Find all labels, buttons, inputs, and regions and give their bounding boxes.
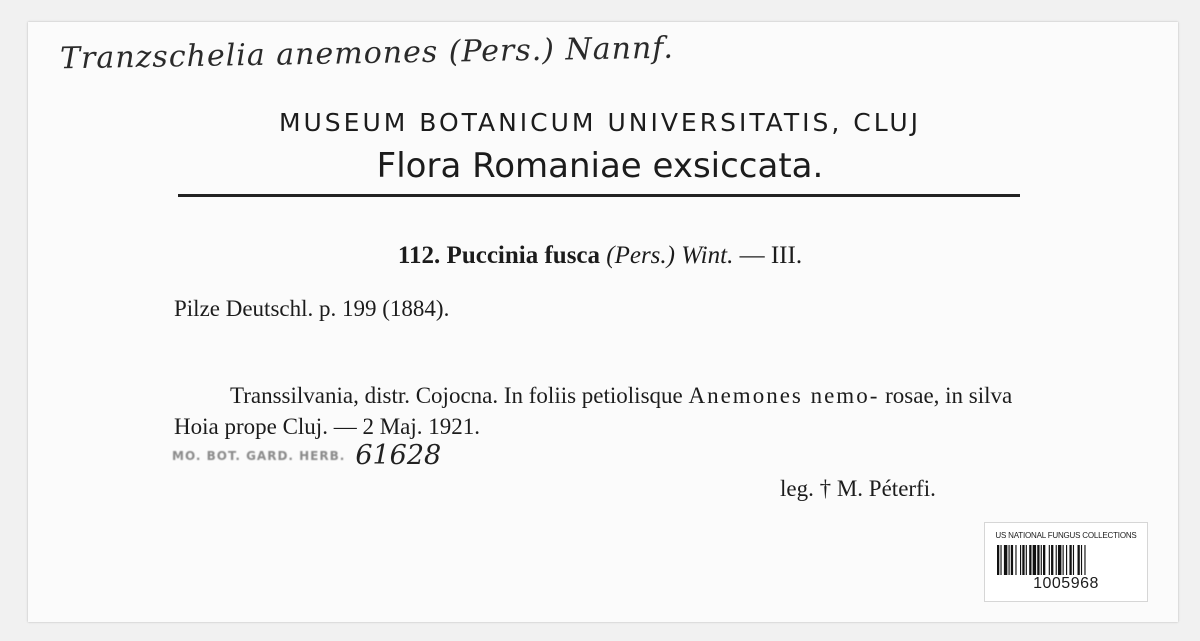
handwritten-determination: Tranzschelia anemones (Pers.) Nannf. bbox=[59, 30, 675, 77]
literature-reference: Pilze Deutschl. p. 199 (1884). bbox=[174, 296, 450, 321]
herbarium-stamp-row bbox=[172, 440, 441, 471]
barcode-label bbox=[984, 522, 1148, 602]
spore-stage: — III. bbox=[739, 242, 803, 269]
locality-part-2: rosae, in silva Hoia prope Cluj. — 2 Maj. 1921. bbox=[174, 383, 1013, 439]
locality-part-1: Transsilvania, distr. Cojocna. In foliis petiolisque bbox=[230, 383, 683, 408]
exsiccata-number: 112. bbox=[397, 242, 441, 269]
barcode-number: 1005968 bbox=[1033, 575, 1099, 592]
barcode-header: US NATIONAL FUNGUS COLLECTIONS bbox=[995, 531, 1137, 540]
host-name: Anemones nemo- bbox=[688, 383, 880, 408]
collector: leg. † M. Péterfi. bbox=[780, 476, 936, 501]
series-title: Flora Romaniae exsiccata. bbox=[376, 146, 824, 186]
title-divider bbox=[178, 194, 1020, 197]
species-line bbox=[0, 242, 1200, 270]
barcode-bars bbox=[997, 545, 1135, 575]
museum-heading: MUSEUM BOTANICUM UNIVERSITATIS, CLUJ bbox=[278, 108, 922, 137]
species-name: Puccinia fusca bbox=[446, 242, 601, 269]
locality-text bbox=[174, 380, 1024, 442]
accession-number: 61628 bbox=[355, 440, 442, 471]
herbarium-stamp: MO. BOT. GARD. HERB. bbox=[172, 448, 346, 463]
species-author: (Pers.) Wint. bbox=[606, 242, 734, 269]
